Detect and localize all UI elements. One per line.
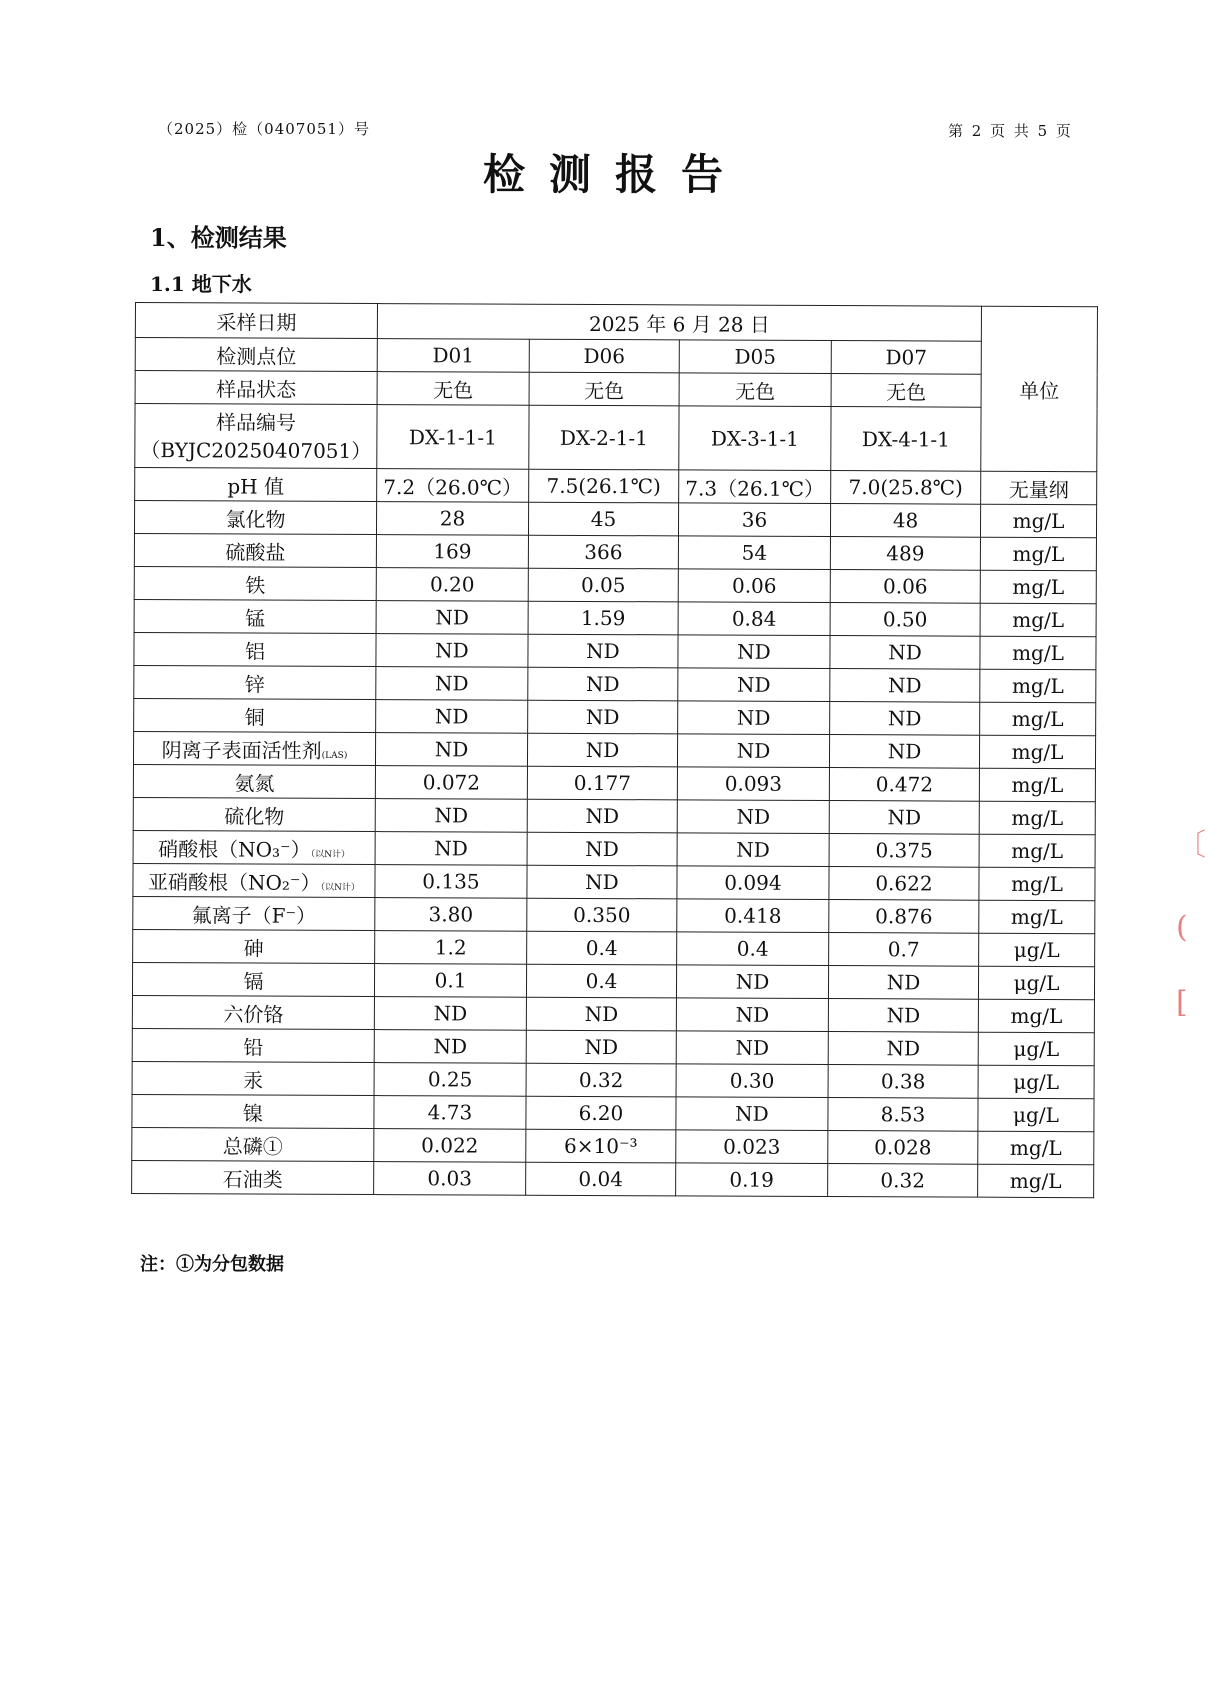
parameter-label: 六价铬: [223, 1001, 284, 1027]
value-cell: 0.022: [374, 1129, 526, 1163]
site-label: 检测点位: [135, 338, 377, 372]
parameter-name: [134, 665, 376, 699]
unit-cell: mg/L: [979, 834, 1095, 868]
value-cell: 0.072: [375, 766, 527, 800]
value-cell: 0.094: [677, 866, 829, 900]
unit-cell: mg/L: [980, 636, 1096, 670]
parameter-label: 砷: [243, 935, 264, 961]
site-cell: D06: [529, 339, 679, 373]
value-cell: 0.7: [829, 933, 979, 967]
unit-cell: μg/L: [978, 1065, 1094, 1099]
unit-cell: mg/L: [979, 768, 1095, 802]
value-cell: 1.2: [375, 931, 527, 965]
parameter-name: [133, 764, 375, 798]
value-cell: 0.023: [676, 1130, 828, 1164]
value-cell: ND: [376, 634, 528, 668]
parameter-name: [133, 896, 375, 930]
sample-no-cell: DX-1-1-1: [377, 405, 529, 470]
table-row: [134, 566, 1096, 603]
value-cell: 0.4: [677, 932, 829, 966]
parameter-name: [135, 468, 377, 502]
value-cell: 0.04: [526, 1162, 676, 1196]
parameter-name: [133, 797, 375, 831]
table-row: [132, 995, 1094, 1032]
value-cell: 7.3（26.1℃）: [679, 470, 831, 504]
state-cell: 无色: [377, 372, 529, 406]
unit-cell: mg/L: [980, 702, 1096, 736]
unit-cell: μg/L: [978, 1098, 1094, 1132]
table-row: [134, 665, 1096, 702]
parameter-name: [133, 830, 375, 864]
value-cell: 0.350: [527, 898, 677, 932]
parameter-label: 总磷①: [222, 1133, 283, 1159]
seal-mark: [: [1176, 985, 1188, 1020]
value-cell: ND: [830, 702, 980, 736]
value-cell: 4.73: [374, 1096, 526, 1130]
parameter-label: 锰: [245, 605, 266, 631]
table-row: [132, 1160, 1094, 1197]
value-cell: ND: [829, 735, 979, 769]
parameter-label: 镍: [242, 1100, 264, 1126]
state-cell: 无色: [679, 373, 831, 407]
value-cell: 1.59: [528, 601, 678, 635]
table-row: [133, 863, 1095, 900]
state-row: [135, 371, 1097, 408]
value-cell: ND: [376, 601, 528, 635]
value-cell: 8.53: [828, 1098, 978, 1132]
value-cell: 3.80: [375, 898, 527, 932]
parameter-name: [132, 1061, 374, 1095]
value-cell: 366: [528, 535, 678, 569]
parameter-name: [133, 731, 375, 765]
value-cell: ND: [830, 636, 980, 670]
subsection-title: 1.1 地下水: [150, 272, 252, 296]
site-cell: D05: [679, 340, 831, 374]
value-cell: 0.622: [829, 867, 979, 901]
parameter-name: [132, 1028, 374, 1062]
value-cell: 0.84: [678, 602, 830, 636]
value-cell: 0.38: [828, 1065, 978, 1099]
value-cell: ND: [676, 998, 828, 1032]
value-cell: 489: [830, 537, 980, 571]
value-cell: 0.135: [375, 865, 527, 899]
parameter-note: （以N计）: [310, 849, 351, 860]
value-cell: ND: [676, 1031, 828, 1065]
value-cell: ND: [527, 733, 677, 767]
parameter-label: 硝酸根（NO₃⁻）: [158, 836, 311, 862]
value-cell: 6.20: [526, 1096, 676, 1130]
sample-no-row: [135, 404, 1097, 472]
parameter-label: 氯化物: [225, 506, 286, 532]
value-cell: 0.25: [374, 1063, 526, 1097]
value-cell: 48: [830, 504, 980, 538]
value-cell: 36: [678, 503, 830, 537]
parameter-name: [134, 566, 376, 600]
value-cell: 169: [376, 535, 528, 569]
value-cell: ND: [375, 832, 527, 866]
table-row: [134, 534, 1096, 571]
value-cell: 6×10⁻³: [526, 1129, 676, 1163]
parameter-label: 氨氮: [234, 770, 275, 796]
value-cell: 7.2（26.0℃）: [377, 469, 529, 503]
value-cell: ND: [375, 799, 527, 833]
table-row: [135, 468, 1097, 505]
sample-no-label-code: （BYJC20250407051）: [140, 437, 372, 463]
parameter-label: 铝: [244, 638, 266, 664]
unit-cell: 无量纲: [981, 471, 1097, 505]
value-cell: 0.06: [678, 569, 830, 603]
table-row: [134, 599, 1096, 636]
state-cell: 无色: [831, 374, 981, 408]
table-row: [134, 501, 1096, 538]
results-table: [131, 302, 1098, 1198]
unit-cell: mg/L: [981, 504, 1097, 538]
parameter-name: [132, 1127, 374, 1161]
parameter-name: [132, 962, 374, 996]
value-cell: ND: [527, 865, 677, 899]
value-cell: 7.5(26.1℃): [529, 469, 679, 503]
table-row: [132, 962, 1094, 999]
value-cell: ND: [828, 1032, 978, 1066]
unit-cell: mg/L: [979, 900, 1095, 934]
sample-no-cell: DX-4-1-1: [831, 407, 981, 472]
parameter-label: 铁: [245, 572, 266, 598]
parameter-label: 氟离子（F⁻）: [191, 902, 317, 928]
value-cell: 0.472: [829, 768, 979, 802]
unit-cell: mg/L: [980, 537, 1096, 571]
value-cell: 0.4: [526, 964, 676, 998]
value-cell: ND: [828, 966, 978, 1000]
value-cell: ND: [528, 700, 678, 734]
value-cell: 0.1: [374, 964, 526, 998]
parameter-name: [132, 995, 374, 1029]
value-cell: 7.0(25.8℃): [831, 471, 981, 505]
parameter-note: （以N计）: [320, 882, 360, 893]
seal-mark: 〔: [1176, 828, 1206, 863]
unit-cell: mg/L: [980, 735, 1096, 769]
value-cell: 0.4: [527, 931, 677, 965]
parameter-label: 亚硝酸根（NO₂⁻）: [147, 869, 321, 895]
seal-mark: (: [1176, 910, 1188, 945]
table-row: [134, 632, 1096, 669]
parameter-label: 石油类: [222, 1166, 283, 1192]
value-cell: 0.177: [527, 766, 677, 800]
value-cell: 0.06: [830, 570, 980, 604]
sample-no-label-text: 样品编号: [215, 409, 297, 435]
value-cell: 0.375: [829, 834, 979, 868]
parameter-label: 镉: [243, 968, 264, 994]
value-cell: ND: [678, 668, 830, 702]
value-cell: ND: [527, 799, 677, 833]
value-cell: ND: [676, 965, 828, 999]
value-cell: 0.418: [677, 899, 829, 933]
value-cell: 0.028: [828, 1131, 978, 1165]
unit-cell: μg/L: [979, 966, 1095, 1000]
sampling-date-value: 2025 年 6 月 28 日: [377, 304, 981, 342]
value-cell: ND: [526, 997, 676, 1031]
unit-cell: mg/L: [980, 669, 1096, 703]
site-cell: D01: [377, 339, 529, 373]
value-cell: ND: [375, 733, 527, 767]
value-cell: 0.20: [376, 568, 528, 602]
section-title: 1、检测结果: [150, 223, 287, 252]
table-row: [132, 1094, 1094, 1131]
parameter-name: [134, 698, 376, 732]
value-cell: ND: [677, 800, 829, 834]
parameter-name: [132, 1160, 374, 1194]
unit-cell: mg/L: [980, 603, 1096, 637]
sample-no-cell: DX-3-1-1: [679, 406, 831, 471]
value-cell: 0.32: [828, 1164, 978, 1198]
value-cell: 0.30: [676, 1064, 828, 1098]
parameter-label: 硫酸盐: [225, 539, 286, 565]
table-row: [134, 698, 1096, 735]
value-cell: ND: [828, 999, 978, 1033]
sample-no-label: [135, 404, 377, 469]
value-cell: ND: [528, 667, 678, 701]
parameter-label: 铅: [243, 1034, 264, 1060]
table-row: [133, 896, 1095, 933]
page-title: 检测报告: [482, 150, 747, 199]
parameter-label: 硫化物: [224, 803, 285, 829]
unit-cell: mg/L: [979, 801, 1095, 835]
unit-cell: mg/L: [978, 1164, 1094, 1198]
page-indicator: 第 2 页 共 5 页: [948, 122, 1073, 140]
value-cell: ND: [374, 1030, 526, 1064]
value-cell: ND: [678, 635, 830, 669]
state-label: 样品状态: [135, 371, 377, 405]
parameter-name: [134, 599, 376, 633]
parameter-name: [133, 863, 375, 897]
table-row: [132, 1061, 1094, 1098]
value-cell: ND: [829, 801, 979, 835]
value-cell: ND: [830, 669, 980, 703]
table-row: [133, 797, 1095, 834]
parameter-label: 阴离子表面活性剂: [161, 737, 322, 763]
value-cell: ND: [676, 1097, 828, 1131]
table-row: [133, 929, 1095, 966]
parameter-name: [133, 929, 375, 963]
unit-cell: μg/L: [978, 1032, 1094, 1066]
site-cell: D07: [831, 341, 981, 375]
table-row: [132, 1127, 1094, 1164]
value-cell: ND: [374, 997, 526, 1031]
sample-no-cell: DX-2-1-1: [529, 405, 679, 470]
table-row: [133, 764, 1095, 801]
table-row: [132, 1028, 1094, 1065]
value-cell: ND: [677, 734, 829, 768]
value-cell: 0.093: [677, 767, 829, 801]
value-cell: ND: [376, 700, 528, 734]
value-cell: ND: [376, 667, 528, 701]
parameter-name: [132, 1094, 374, 1128]
parameter-name: [134, 632, 376, 666]
unit-header: 单位: [981, 306, 1098, 472]
report-number: （2025）检（0407051）号: [158, 120, 370, 138]
parameter-name: [134, 534, 376, 568]
value-cell: ND: [677, 833, 829, 867]
sampling-date-label: 采样日期: [135, 303, 377, 339]
unit-cell: mg/L: [979, 867, 1095, 901]
unit-cell: mg/L: [978, 999, 1094, 1033]
table-row: [133, 830, 1095, 867]
unit-cell: μg/L: [979, 933, 1095, 967]
value-cell: 0.05: [528, 568, 678, 602]
parameter-label: 铜: [244, 704, 265, 730]
state-cell: 无色: [529, 372, 679, 406]
sampling-date-row: [135, 303, 1097, 342]
value-cell: 45: [528, 502, 678, 536]
parameter-label: 锌: [244, 671, 265, 697]
value-cell: ND: [528, 634, 678, 668]
parameter-name: [134, 501, 376, 535]
value-cell: ND: [526, 1030, 676, 1064]
unit-cell: mg/L: [978, 1131, 1094, 1165]
value-cell: ND: [527, 832, 677, 866]
unit-cell: mg/L: [980, 570, 1096, 604]
parameter-label: pH 值: [227, 473, 285, 499]
table-row: [133, 731, 1095, 768]
parameter-note: (LAS): [321, 750, 348, 761]
value-cell: 0.876: [829, 900, 979, 934]
value-cell: 0.50: [830, 603, 980, 637]
value-cell: 54: [678, 536, 830, 570]
value-cell: ND: [678, 701, 830, 735]
footnote: 注：①为分包数据: [140, 1254, 284, 1275]
value-cell: 0.19: [676, 1163, 828, 1197]
value-cell: 0.03: [374, 1162, 526, 1196]
site-row: [135, 338, 1097, 375]
value-cell: 0.32: [526, 1063, 676, 1097]
value-cell: 28: [376, 502, 528, 536]
parameter-label: 汞: [243, 1067, 264, 1093]
